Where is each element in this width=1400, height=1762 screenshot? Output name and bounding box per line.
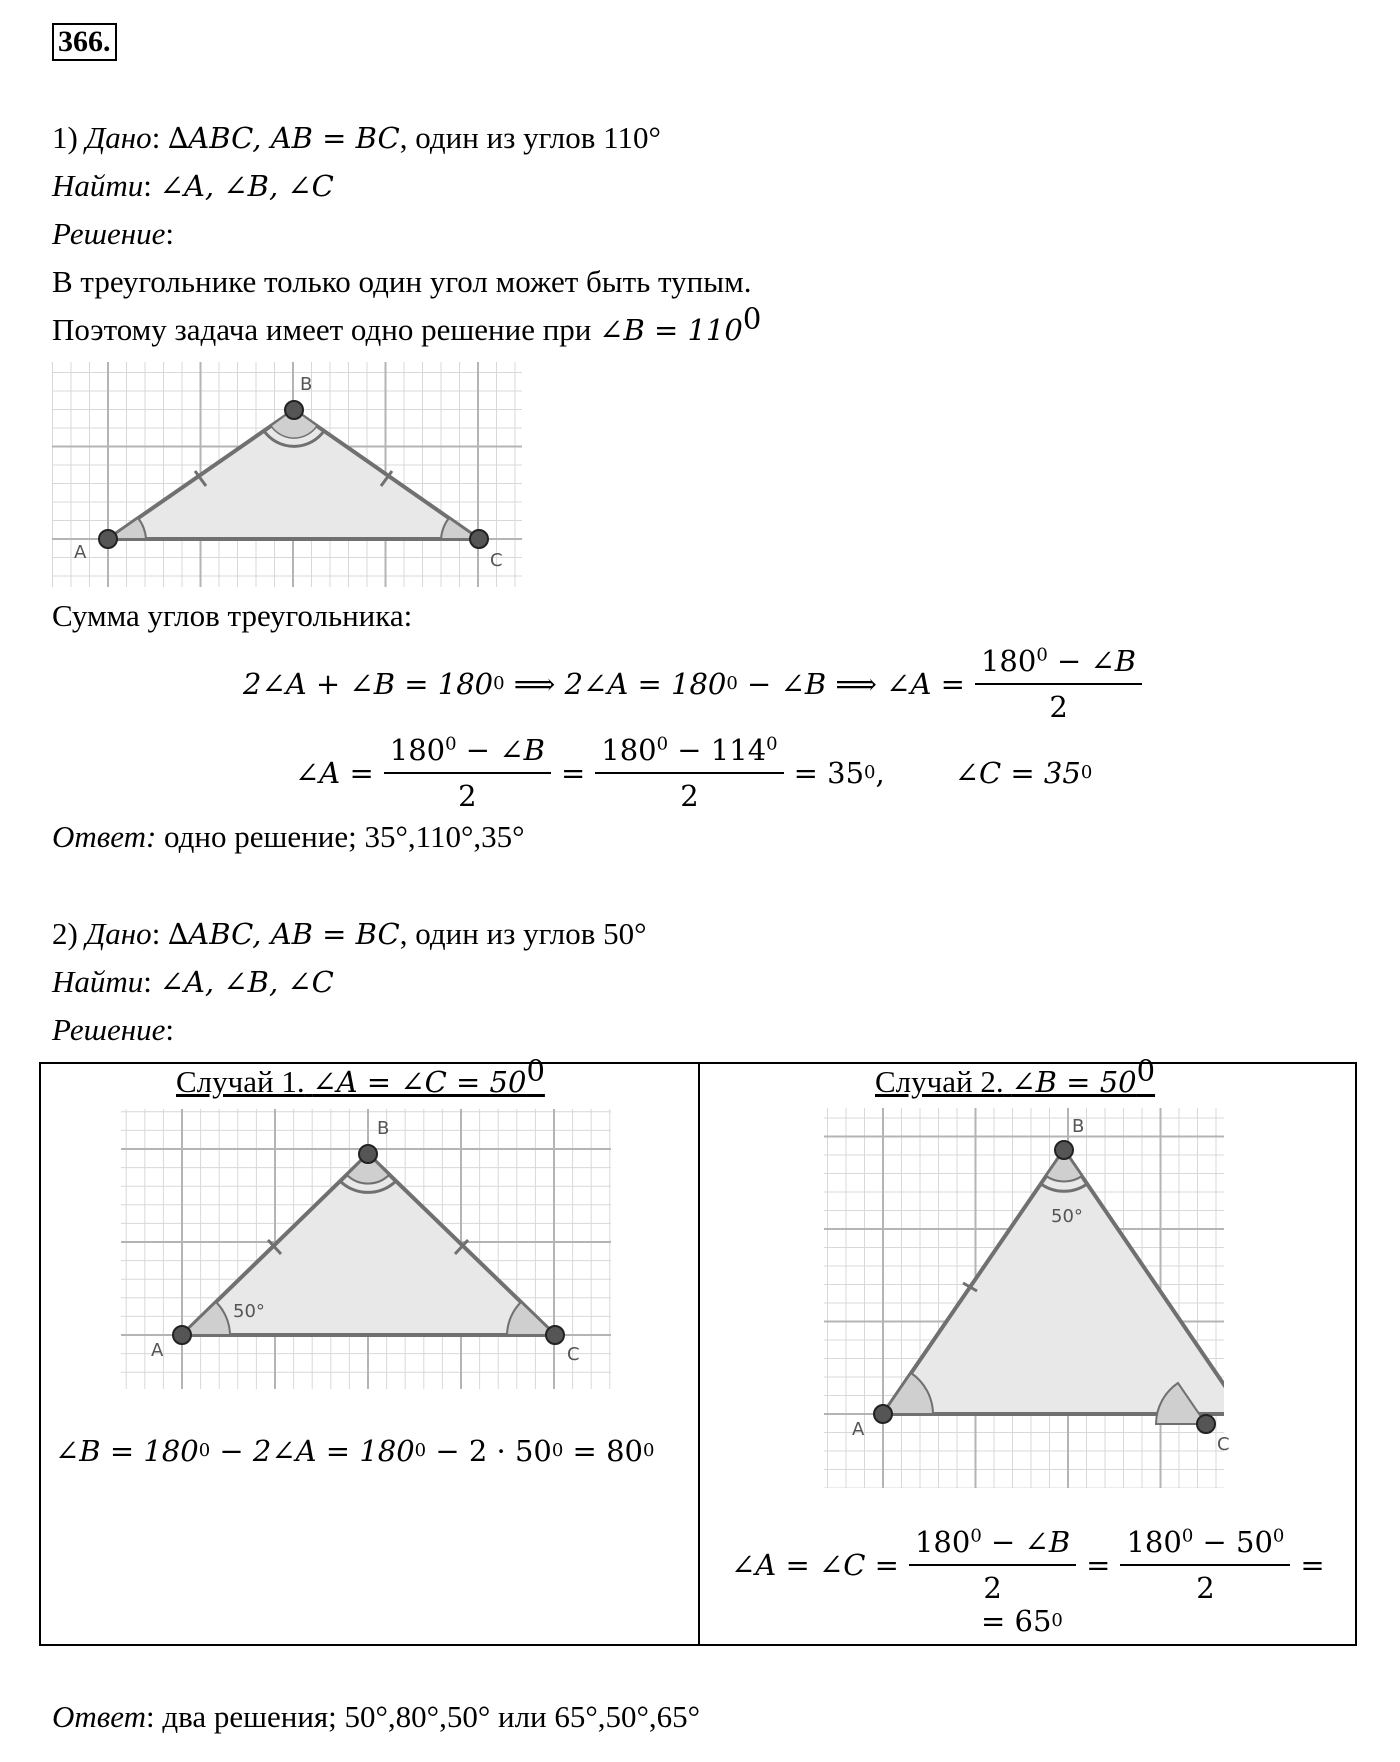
- case2-equation: ∠A = ∠C = $\frac{180^0 - \angle B}{2}$ = $\frac{180^0 - 50^0}{2}$ =: [731, 1525, 1325, 1605]
- part1-answer: Ответ: одно решение; 35°,110°,35°: [52, 819, 525, 854]
- label-c: C: [490, 550, 503, 571]
- fraction: $\frac{180^0 - \angle B}{2}$: [384, 732, 551, 814]
- label-a: A: [151, 1340, 164, 1361]
- equation-1: 2∠A + ∠B = 180 0 ⟹ 2∠A = 180 0 − ∠B ⟹ ∠A = $\frac{180^0 - \angle B}{2}$: [243, 643, 1152, 725]
- case2-title: Случай 2. ∠B = $50^0$: [875, 1053, 1156, 1099]
- point-c: [470, 530, 488, 548]
- label-b: B: [300, 374, 313, 395]
- problem-number: 366.: [52, 23, 117, 61]
- part1-given: 1) Дано: ∆ABC, AB = BC, один из углов 110°: [52, 120, 661, 155]
- part1-text1: В треугольнике только один угол может быть тупым.: [52, 264, 752, 299]
- angle-label: 50°: [1051, 1206, 1083, 1227]
- case2-equation-line2: = 65 0: [981, 1604, 1063, 1638]
- cases-table: [39, 1053, 1357, 1646]
- part2-solution-label: Решение:: [52, 1012, 174, 1047]
- point-b: [359, 1145, 377, 1163]
- triangle-figure-1: [52, 362, 522, 587]
- point-c: [546, 1326, 564, 1344]
- fraction: $\frac{180^0 - 114^0}{2}$: [595, 732, 783, 814]
- fraction: $\frac{180^0 - \angle B}{2}$: [975, 643, 1142, 725]
- point-a: [874, 1405, 892, 1423]
- point-a: [173, 1326, 191, 1344]
- label-b: B: [377, 1118, 390, 1139]
- sum-text: Сумма углов треугольника:: [52, 598, 413, 633]
- label-a: A: [852, 1419, 865, 1440]
- fraction: $\frac{180^0 - \angle B}{2}$: [909, 1524, 1076, 1606]
- case1-equation: ∠B = 180 0 − 2∠A = 180 0 − 2 · 50 0 = 80 0: [55, 1434, 655, 1468]
- table-divider: [698, 1064, 700, 1644]
- part1-solution-label: Решение:: [52, 216, 174, 251]
- equation-2: ∠A = $\frac{180^0 - \angle B}{2}$ = $\frac{180^0 - 114^0}{2}$ = 35 0 , ∠C = 35 0: [295, 733, 1093, 813]
- case1-title: Случай 1. ∠A = ∠C = $50^0$: [176, 1053, 545, 1099]
- label-b: B: [1072, 1116, 1085, 1137]
- point-a: [99, 530, 117, 548]
- part1-find: Найти: ∠A, ∠B, ∠C: [52, 168, 334, 203]
- part2-find: Найти: ∠A, ∠B, ∠C: [52, 964, 334, 999]
- label-a: A: [74, 542, 87, 563]
- triangle-figure-3-right: [1081, 1354, 1341, 1494]
- part1-text2: Поэтому задача имеет одно решение при ∠B = $110^0$: [52, 301, 762, 347]
- label-c: C: [1217, 1434, 1230, 1455]
- part2-answer: Ответ: два решения; 50°,80°,50° или 65°,50°,65°: [52, 1699, 701, 1734]
- label-c: C: [567, 1344, 580, 1365]
- point-b: [285, 401, 303, 419]
- angle-label: 50°: [233, 1301, 265, 1322]
- fraction: $\frac{180^0 - 50^0}{2}$: [1120, 1524, 1290, 1606]
- part2-given: 2) Дано: ∆ABC, AB = BC, один из углов 50°: [52, 916, 647, 951]
- point-c: [1197, 1415, 1215, 1433]
- triangle-figure-2: [121, 1109, 611, 1389]
- point-b: [1055, 1141, 1073, 1159]
